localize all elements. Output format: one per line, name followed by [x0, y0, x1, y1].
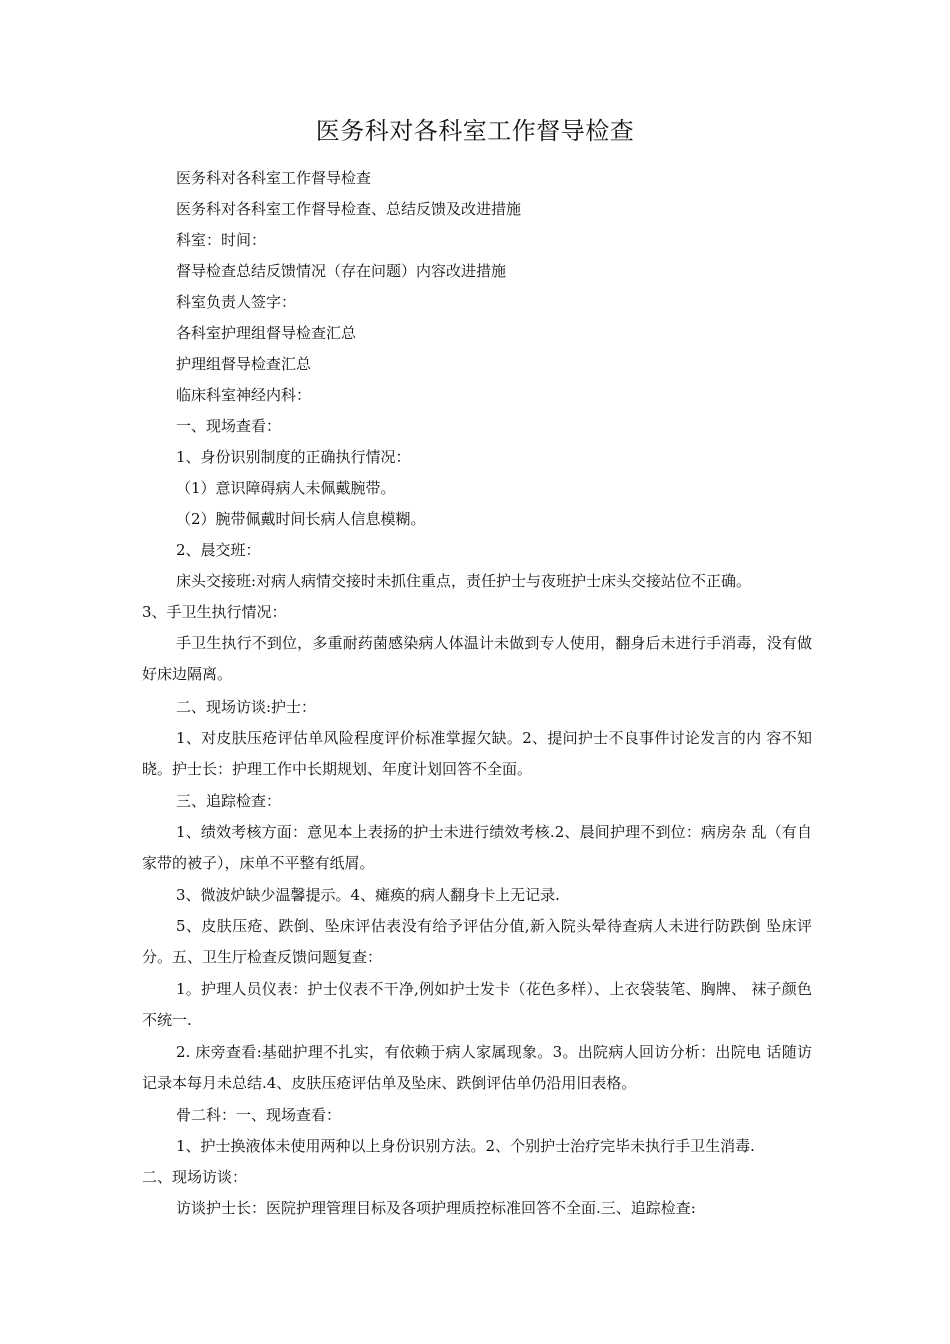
- section-heading: 二、现场访谈:护士：: [176, 698, 317, 716]
- paragraph: 1。护理人员仪表：护士仪表不干净,例如护士发卡（花色多样）、上衣袋装笔、胸牌、 袜子颜色不统一.: [142, 980, 812, 1029]
- section-heading: 一、现场查看：: [176, 417, 282, 435]
- paragraph: 1、对皮肤压疮评估单风险程度评价标准掌握欠缺。2、提问护士不良事件讨论发言的内 容不知晓。护士长：护理工作中长期规划、年度计划回答不全面。: [142, 729, 812, 778]
- paragraph: 床头交接班:对病人病情交接时未抓住重点，责任护士与夜班护士床头交接站位不正确。: [176, 572, 752, 590]
- section-heading: 三、追踪检查：: [176, 792, 282, 810]
- paragraph: 访谈护士长：医院护理管理目标及各项护理质控标准回答不全面.三、追踪检查:: [176, 1199, 696, 1217]
- paragraph: （2）腕带佩戴时间长病人信息模糊。: [176, 510, 426, 528]
- paragraph: 3、手卫生执行情况：: [142, 603, 287, 621]
- paragraph: 2、晨交班：: [176, 541, 261, 559]
- paragraph: 医务科对各科室工作督导检查: [176, 169, 372, 187]
- document-title: 医务科对各科室工作督导检查: [315, 117, 635, 145]
- paragraph: 1、绩效考核方面：意见本上表扬的护士未进行绩效考核.2、晨间护理不到位：病房杂 乱（有自家带的被子），床单不平整有纸屑。: [142, 823, 812, 872]
- paragraph: 5、皮肤压疮、跌倒、坠床评估表没有给予评估分值,新入院头晕待查病人未进行防跌倒 坠床评分。五、卫生厅检查反馈问题复查：: [142, 917, 812, 966]
- paragraph: 各科室护理组督导检查汇总: [176, 324, 357, 342]
- paragraph: 医务科对各科室工作督导检查、总结反馈及改进措施: [176, 200, 522, 218]
- paragraph: 护理组督导检查汇总: [176, 355, 312, 373]
- paragraph: 1、身份识别制度的正确执行情况：: [176, 448, 411, 466]
- paragraph: 1、护士换液体未使用两种以上身份识别方法。2、个别护士治疗完毕未执行手卫生消毒.: [176, 1137, 755, 1155]
- paragraph: 2. 床旁查看:基础护理不扎实，有依赖于病人家属现象。3。出院病人回访分析：出院电 话随访记录本每月未总结.4、皮肤压疮评估单及坠床、跌倒评估单仍沿用旧表格。: [142, 1043, 812, 1092]
- section-heading: 二、现场访谈：: [142, 1168, 248, 1186]
- paragraph: （1）意识障碍病人未佩戴腕带。: [176, 479, 396, 497]
- paragraph: 督导检查总结反馈情况（存在问题）内容改进措施: [176, 262, 507, 280]
- paragraph: 科室负责人签字：: [176, 293, 297, 311]
- paragraph: 科室：时间：: [176, 231, 267, 249]
- paragraph: 手卫生执行不到位，多重耐药菌感染病人体温计未做到专人使用，翻身后未进行手消毒，没有做好床边隔离。: [142, 634, 812, 683]
- paragraph: 临床科室神经内科：: [176, 386, 312, 404]
- paragraph: 3、微波炉缺少温馨提示。4、瘫痪的病人翻身卡上无记录.: [176, 886, 560, 904]
- paragraph: 骨二科：一、现场查看：: [176, 1106, 342, 1124]
